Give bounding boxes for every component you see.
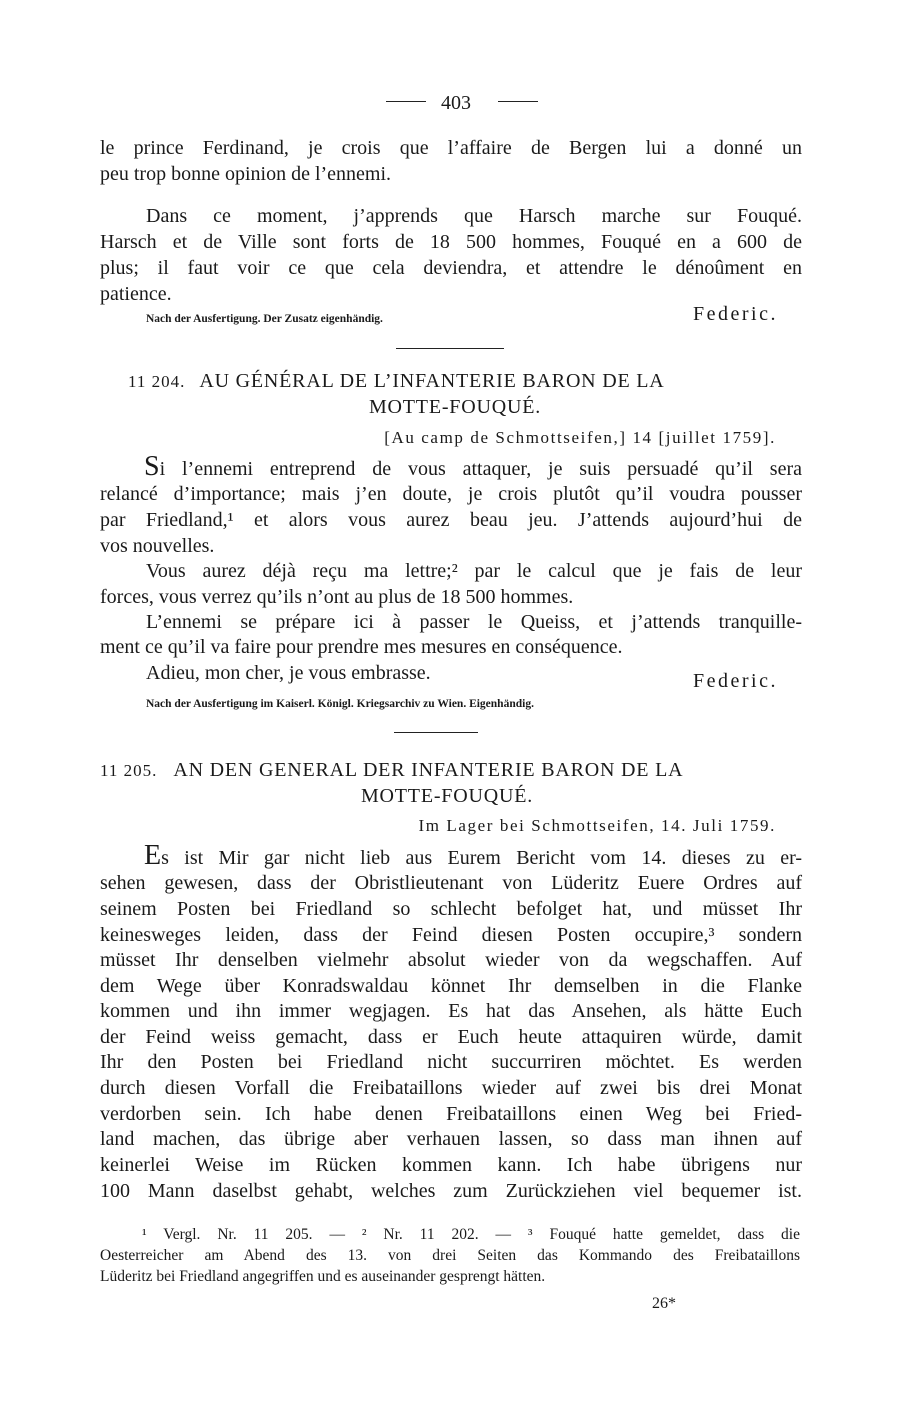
continuation-para2-line-2: Harsch et de Ville sont forts de 18 500 hommes, Fouqué en a 600 de <box>100 231 802 253</box>
letter-11205-line-7: kommen und ihn immer wegjagen. Es hat das Ansehen, als hätte Euch <box>100 1000 802 1022</box>
letter-11204-dateline: [Au camp de Schmottseifen,] 14 [juillet 1759]. <box>384 428 776 447</box>
letter-11205-line-11: verdorben sein. Ich habe denen Freibataillons einen Weg bei Fried- <box>100 1103 802 1125</box>
continuation-para2-line-4: patience. <box>100 283 172 305</box>
page-number: 403 <box>441 92 471 114</box>
letter-11204-line-6: forces, vous verrez qu’ils n’ont au plus de 18 500 hommes. <box>100 586 574 608</box>
section-divider-2 <box>394 732 478 733</box>
letter-11204-heading-line-2: MOTTE-FOUQUÉ. <box>368 396 542 418</box>
letter-11205-line-1-text: s ist Mir gar nicht lieb aus Eurem Bericht vom 14. dieses zu er- <box>161 847 802 869</box>
letter-11205-line-10: durch diesen Vorfall die Freibataillons wieder auf zwei bis drei Monat <box>100 1077 802 1099</box>
footnote-line-1: ¹ Vergl. Nr. 11 205. — ² Nr. 11 202. — ³ Fouqué hatte gemeldet, dass die <box>142 1226 800 1243</box>
letter-11205-line-2: sehen gewesen, dass der Obristlieutenant von Lüderitz Euere Ordres auf <box>100 872 802 894</box>
signature-1: Federic. <box>693 303 778 325</box>
letter-11205-line-14: 100 Mann daselbst gehabt, welches zum Zurückziehen viel bequemer ist. <box>100 1180 802 1202</box>
letter-11205-dateline: Im Lager bei Schmottseifen, 14. Juli 1759. <box>418 816 776 835</box>
footnote-line-3: Lüderitz bei Friedland angegriffen und es auseinander gesprengt hätten. <box>100 1268 546 1285</box>
letter-11204-line-5: Vous aurez déjà reçu ma lettre;² par le calcul que je fais de leur <box>146 560 802 582</box>
letter-11204-line-4: vos nouvelles. <box>100 535 215 557</box>
letter-11205-line-4: keinesweges leiden, dass der Feind diesen Posten occupire,³ sondern <box>100 924 802 946</box>
letter-11205-heading <box>100 757 802 784</box>
letter-11205-number: 11 205. <box>100 761 158 780</box>
letter-11204-heading <box>128 368 788 395</box>
letter-11204-line-3: par Friedland,¹ et alors vous aurez beau jeu. J’attends aujourd’hui de <box>100 509 802 531</box>
letter-11205-line-1 <box>144 840 802 871</box>
letter-11205-initial: E <box>144 840 162 871</box>
continuation-para2-line-3: plus; il faut voir ce que cela deviendra, et attendre le dénoûment en <box>100 257 802 279</box>
continuation-line-1: le prince Ferdinand, je crois que l’affaire de Bergen lui a donné un <box>100 137 802 159</box>
letter-11204-number: 11 204. <box>128 372 186 391</box>
source-note-1: Nach der Ausfertigung. Der Zusatz eigenhändig. <box>146 313 383 325</box>
signature-2: Federic. <box>693 670 778 692</box>
page-marker: 26* <box>652 1295 676 1312</box>
letter-11205-line-13: keinerlei Weise im Rücken kommen kann. Ich habe übrigens nur <box>100 1154 802 1176</box>
header-rule-right <box>498 101 538 102</box>
continuation-para2-line-1: Dans ce moment, j’apprends que Harsch marche sur Fouqué. <box>146 205 802 227</box>
letter-11205-heading-line-1: AN DEN GENERAL DER INFANTERIE BARON DE LA <box>173 759 684 781</box>
letter-11204-line-7: L’ennemi se prépare ici à passer le Queiss, et j’attends tranquille- <box>146 611 802 633</box>
continuation-line-2: peu trop bonne opinion de l’ennemi. <box>100 163 392 185</box>
letter-11205-line-5: müsset Ihr denselben vielmehr absolut wieder von da wegschaffen. Auf <box>100 949 802 971</box>
letter-11205-line-3: seinem Posten bei Friedland so schlecht befolget hat, und müsset Ihr <box>100 898 802 920</box>
letter-11204-initial: S <box>144 451 160 482</box>
source-note-2: Nach der Ausfertigung im Kaiserl. Königl. Kriegsarchiv zu Wien. Eigenhändig. <box>146 698 534 710</box>
header-rule-left <box>386 101 426 102</box>
letter-11204-heading-line-1: AU GÉNÉRAL DE L’INFANTERIE BARON DE LA <box>199 370 665 392</box>
letter-11204-line-1 <box>144 451 802 482</box>
letter-11205-line-9: Ihr den Posten bei Friedland nicht succurriren möchtet. Es werden <box>100 1051 802 1073</box>
letter-11204-line-9: Adieu, mon cher, je vous embrasse. <box>146 662 431 684</box>
letter-11205-line-12: land machen, das übrige aber verhauen lassen, so dass man ihnen auf <box>100 1128 802 1150</box>
letter-11204-line-2: relancé d’importance; mais j’en doute, je crois plutôt qu’il voudra pousser <box>100 483 802 505</box>
letter-11204-line-8: ment ce qu’il va faire pour prendre mes mesures en conséquence. <box>100 636 623 658</box>
letter-11204-line-1-text: i l’ennemi entreprend de vous attaquer, je suis persuadé qu’il sera <box>159 458 802 480</box>
letter-11205-line-6: dem Wege über Konradswaldau könnet Ihr demselben in die Flanke <box>100 975 802 997</box>
letter-11205-line-8: der Feind weiss gemacht, dass er Euch heute attaquiren würde, damit <box>100 1026 802 1048</box>
letter-11205-heading-line-2: MOTTE-FOUQUÉ. <box>360 785 534 807</box>
section-divider-1 <box>396 348 504 349</box>
footnote-line-2: Oesterreicher am Abend des 13. von drei Seiten das Kommando des Freibataillons <box>100 1247 800 1264</box>
